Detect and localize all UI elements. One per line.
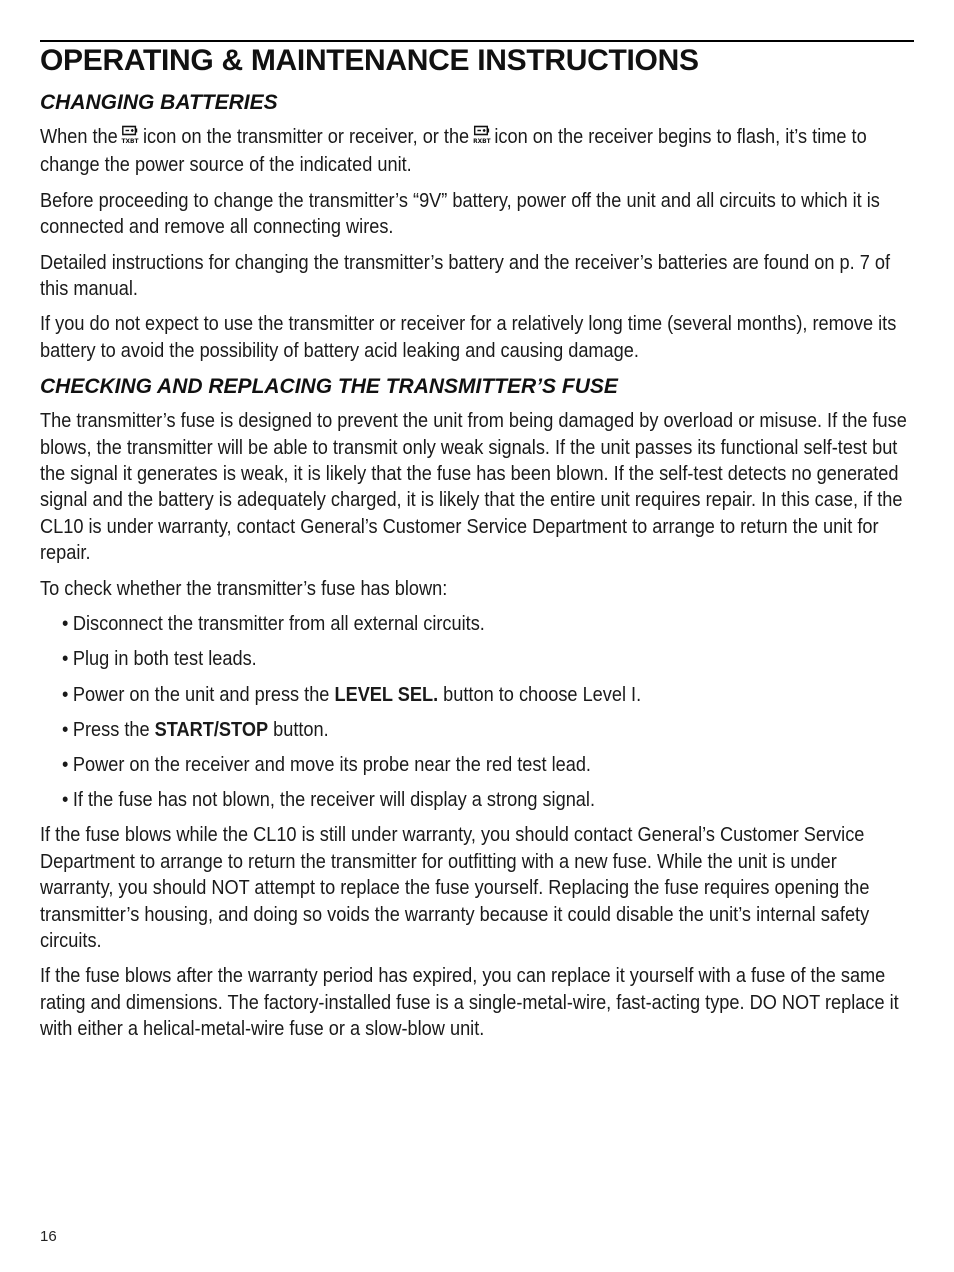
page-content xyxy=(40,44,916,1052)
level-sel-label: LEVEL SEL. xyxy=(334,683,439,706)
page-number: 16 xyxy=(40,1228,57,1245)
paragraph-battery-9v: Before proceeding to change the transmitter’s “9V” battery, power off the unit and all circuits to which it is connected and remove all connecting wires. xyxy=(40,189,880,239)
page-title: OPERATING & MAINTENANCE INSTRUCTIONS xyxy=(40,44,699,77)
list-item: • If the fuse has not blown, the receiver will display a strong signal. xyxy=(62,789,595,812)
paragraph-text: icon on the transmitter or receiver, or the xyxy=(142,126,470,148)
paragraph-text: When the xyxy=(40,126,118,148)
paragraph-fuse-warranty: If the fuse blows while the CL10 is still under warranty, you should contact General’s Customer Service Department to arrange to return the transmitter for outfitting with a new fuse. While the unit is under warranty, you should NOT attempt to replace the fuse yourself. Replacing the fuse requires opening the transmitter’s housing, and doing so voids the warranty because it could disable the unit’s internal safety circuits. xyxy=(40,824,870,952)
list-item: • Power on the unit and press the LEVEL SEL. button to choose Level I. xyxy=(62,683,642,706)
battery-rxbt-icon xyxy=(473,125,491,152)
list-item: • Press the START/STOP button. xyxy=(62,718,329,741)
svg-text:RXBT: RXBT xyxy=(473,137,491,145)
fuse-check-steps xyxy=(40,611,916,813)
paragraph-fuse-design: The transmitter’s fuse is designed to prevent the unit from being damaged by overload or misuse. If the fuse blows, the transmitter will be able to transmit only weak signals. If the unit passes its functional self-test but the signal it generates is weak, it is likely that the fuse has been blown. If the self-test detects no generated signal and the battery is adequately charged, it is likely that the entire unit requires repair. In this case, if the CL10 is under warranty, contact General’s Customer Service Department to arrange to return the unit for repair. xyxy=(40,410,907,565)
battery-txbt-icon xyxy=(121,125,139,152)
paragraph-battery-instructions: Detailed instructions for changing the transmitter’s battery and the receiver’s batteries are found on p. 7 of this manual. xyxy=(40,251,891,301)
paragraph-battery-icons xyxy=(40,124,915,179)
header-rule xyxy=(40,40,914,42)
paragraph-battery-storage: If you do not expect to use the transmitter or receiver for a relatively long time (several months), remove its battery to avoid the possibility of battery acid leaking and causing damage. xyxy=(40,313,897,362)
section-heading-changing-batteries: CHANGING BATTERIES xyxy=(40,91,278,114)
svg-text:TXBT: TXBT xyxy=(121,137,139,145)
paragraph-fuse-check-intro: To check whether the transmitter’s fuse has blown: xyxy=(40,577,448,600)
section-heading-fuse: CHECKING AND REPLACING THE TRANSMITTER’S FUSE xyxy=(40,375,618,399)
paragraph-text: icon on the receiver begins to flash, it’s time to change the power source of the indicated unit. xyxy=(40,126,867,177)
list-item: • Plug in both test leads. xyxy=(62,648,257,671)
start-stop-label: START/STOP xyxy=(154,718,269,741)
paragraph-fuse-replacement: If the fuse blows after the warranty period has expired, you can replace it yourself with a fuse of the same rating and dimensions. The factory-installed fuse is a single-metal-wire, fast-acting type. DO NOT replace it with either a helical-metal-wire fuse or a slow-blow unit. xyxy=(40,965,899,1041)
list-item: • Power on the receiver and move its probe near the red test lead. xyxy=(62,753,591,776)
list-item: • Disconnect the transmitter from all external circuits. xyxy=(62,613,485,636)
